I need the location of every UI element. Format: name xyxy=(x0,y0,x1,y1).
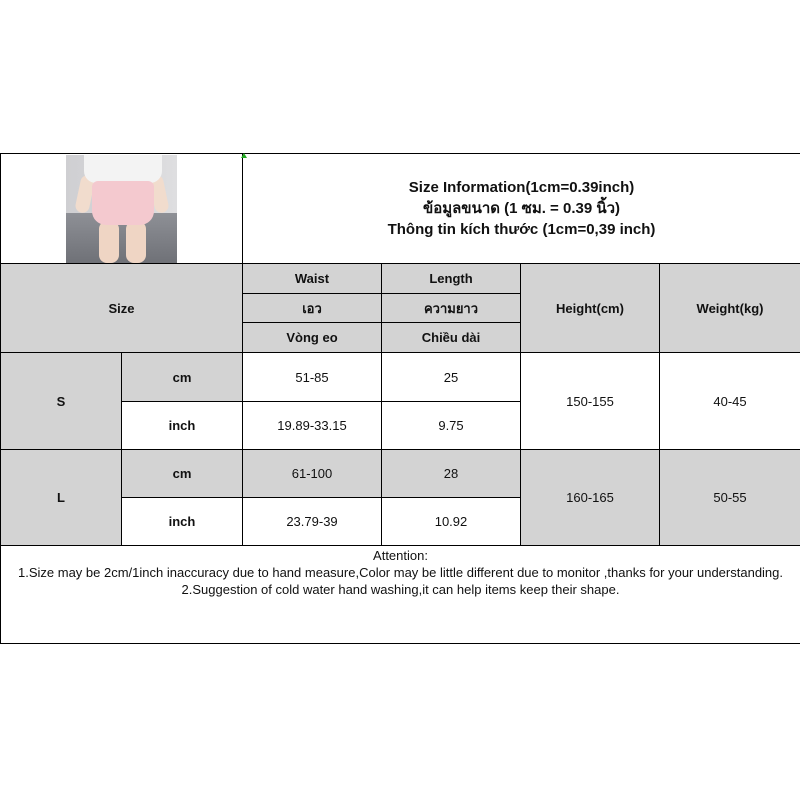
length-value: 28 xyxy=(382,450,521,498)
size-s-label: S xyxy=(1,353,122,450)
unit-label: inch xyxy=(122,402,243,450)
length-header-en: Length xyxy=(382,264,521,294)
size-info-thai: ข้อมูลขนาด (1 ซม. = 0.39 นิ้ว) xyxy=(422,200,621,217)
size-info-vietnamese: Thông tin kích thước (1cm=0,39 inch) xyxy=(387,221,656,238)
waist-value: 19.89-33.15 xyxy=(243,402,382,450)
unit-label: cm xyxy=(122,450,243,498)
size-info-english: Size Information(1cm=0.39inch) xyxy=(408,179,635,196)
unit-label: cm xyxy=(122,353,243,402)
attention-note-2: 2.Suggestion of cold water hand washing,it can help items keep their shape. xyxy=(181,582,620,597)
waist-header-en: Waist xyxy=(243,264,382,294)
unit-label: inch xyxy=(122,498,243,546)
attention-note-1: 1.Size may be 2cm/1inch inaccuracy due to hand measure,Color may be little different due to monitor ,thanks for your understanding. xyxy=(18,565,784,580)
weight-value: 40-45 xyxy=(660,353,800,450)
weight-header: Weight(kg) xyxy=(660,264,800,353)
waist-header-th: เอว xyxy=(243,294,382,323)
size-l-label: L xyxy=(1,450,122,546)
size-information-cell xyxy=(243,154,800,264)
waist-value: 51-85 xyxy=(243,353,382,402)
height-header: Height(cm) xyxy=(521,264,660,353)
attention-notes xyxy=(1,546,800,644)
length-header-th: ความยาว xyxy=(382,294,521,323)
shorts-model-photo-icon xyxy=(66,155,177,263)
weight-value: 50-55 xyxy=(660,450,800,546)
length-value: 10.92 xyxy=(382,498,521,546)
length-value: 25 xyxy=(382,353,521,402)
size-header: Size xyxy=(1,264,243,353)
length-header-vi: Chiều dài xyxy=(382,323,521,353)
length-value: 9.75 xyxy=(382,402,521,450)
height-value: 160-165 xyxy=(521,450,660,546)
waist-value: 61-100 xyxy=(243,450,382,498)
waist-header-vi: Vòng eo xyxy=(243,323,382,353)
attention-title: Attention: xyxy=(373,548,428,563)
size-table xyxy=(0,153,800,644)
corner-marker-icon xyxy=(241,153,247,158)
waist-value: 23.79-39 xyxy=(243,498,382,546)
product-photo-cell xyxy=(1,154,243,264)
height-value: 150-155 xyxy=(521,353,660,450)
size-chart xyxy=(0,153,800,645)
